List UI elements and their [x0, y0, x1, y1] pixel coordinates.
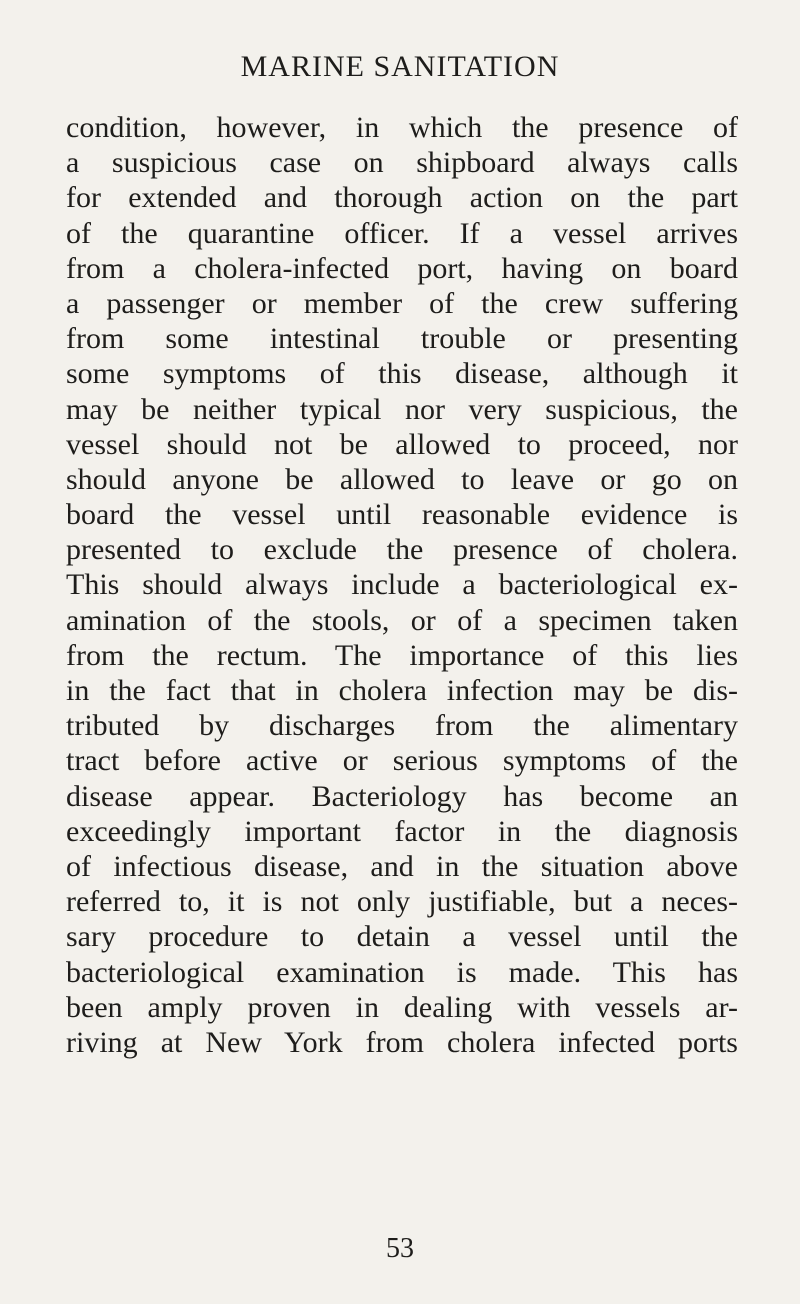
text-line: for extended and thorough action on the part [66, 181, 738, 215]
page-number: 53 [386, 1233, 414, 1264]
running-head: MARINE SANITATION [240, 50, 560, 83]
text-line: in the fact that in cholera infection may be dis- [66, 674, 738, 707]
text-line: of infectious disease, and in the situation above [66, 849, 738, 883]
text-line: amination of the stools, or of a specimen taken [66, 603, 738, 637]
text-line: tract before active or serious symptoms of the [66, 744, 738, 778]
text-line: from the rectum. The importance of this lies [66, 638, 738, 672]
body-text [66, 110, 738, 1060]
text-line: should anyone be allowed to leave or go on [66, 462, 738, 496]
text-line: exceedingly important factor in the diagnosis [66, 814, 738, 848]
text-line: referred to, it is not only justifiable, but a neces- [66, 885, 738, 919]
text-line: riving at New York from cholera infected ports [66, 1025, 738, 1059]
text-line: bacteriological examination is made. This has [66, 955, 738, 989]
text-line: a suspicious case on shipboard always calls [66, 146, 738, 180]
text-line: from some intestinal trouble or presenting [66, 322, 738, 356]
text-line: sary procedure to detain a vessel until the [66, 920, 738, 954]
text-line: disease appear. Bacteriology has become an [66, 779, 738, 813]
text-line: a passenger or member of the crew suffering [66, 286, 738, 320]
text-line: This should always include a bacteriological ex- [66, 568, 738, 602]
text-line: vessel should not be allowed to proceed, nor [66, 427, 738, 461]
text-line: board the vessel until reasonable evidence is [66, 498, 738, 532]
text-line: of the quarantine officer. If a vessel arrives [66, 216, 738, 250]
text-line: been amply proven in dealing with vessels ar- [66, 990, 738, 1024]
text-line: presented to exclude the presence of cholera. [66, 533, 738, 567]
text-line: tributed by discharges from the alimentary [66, 709, 738, 743]
text-line: some symptoms of this disease, although it [66, 357, 738, 391]
text-line: condition, however, in which the presence of [66, 111, 738, 144]
text-line: from a cholera-infected port, having on board [66, 251, 738, 285]
text-line: may be neither typical nor very suspicious, the [66, 392, 738, 426]
